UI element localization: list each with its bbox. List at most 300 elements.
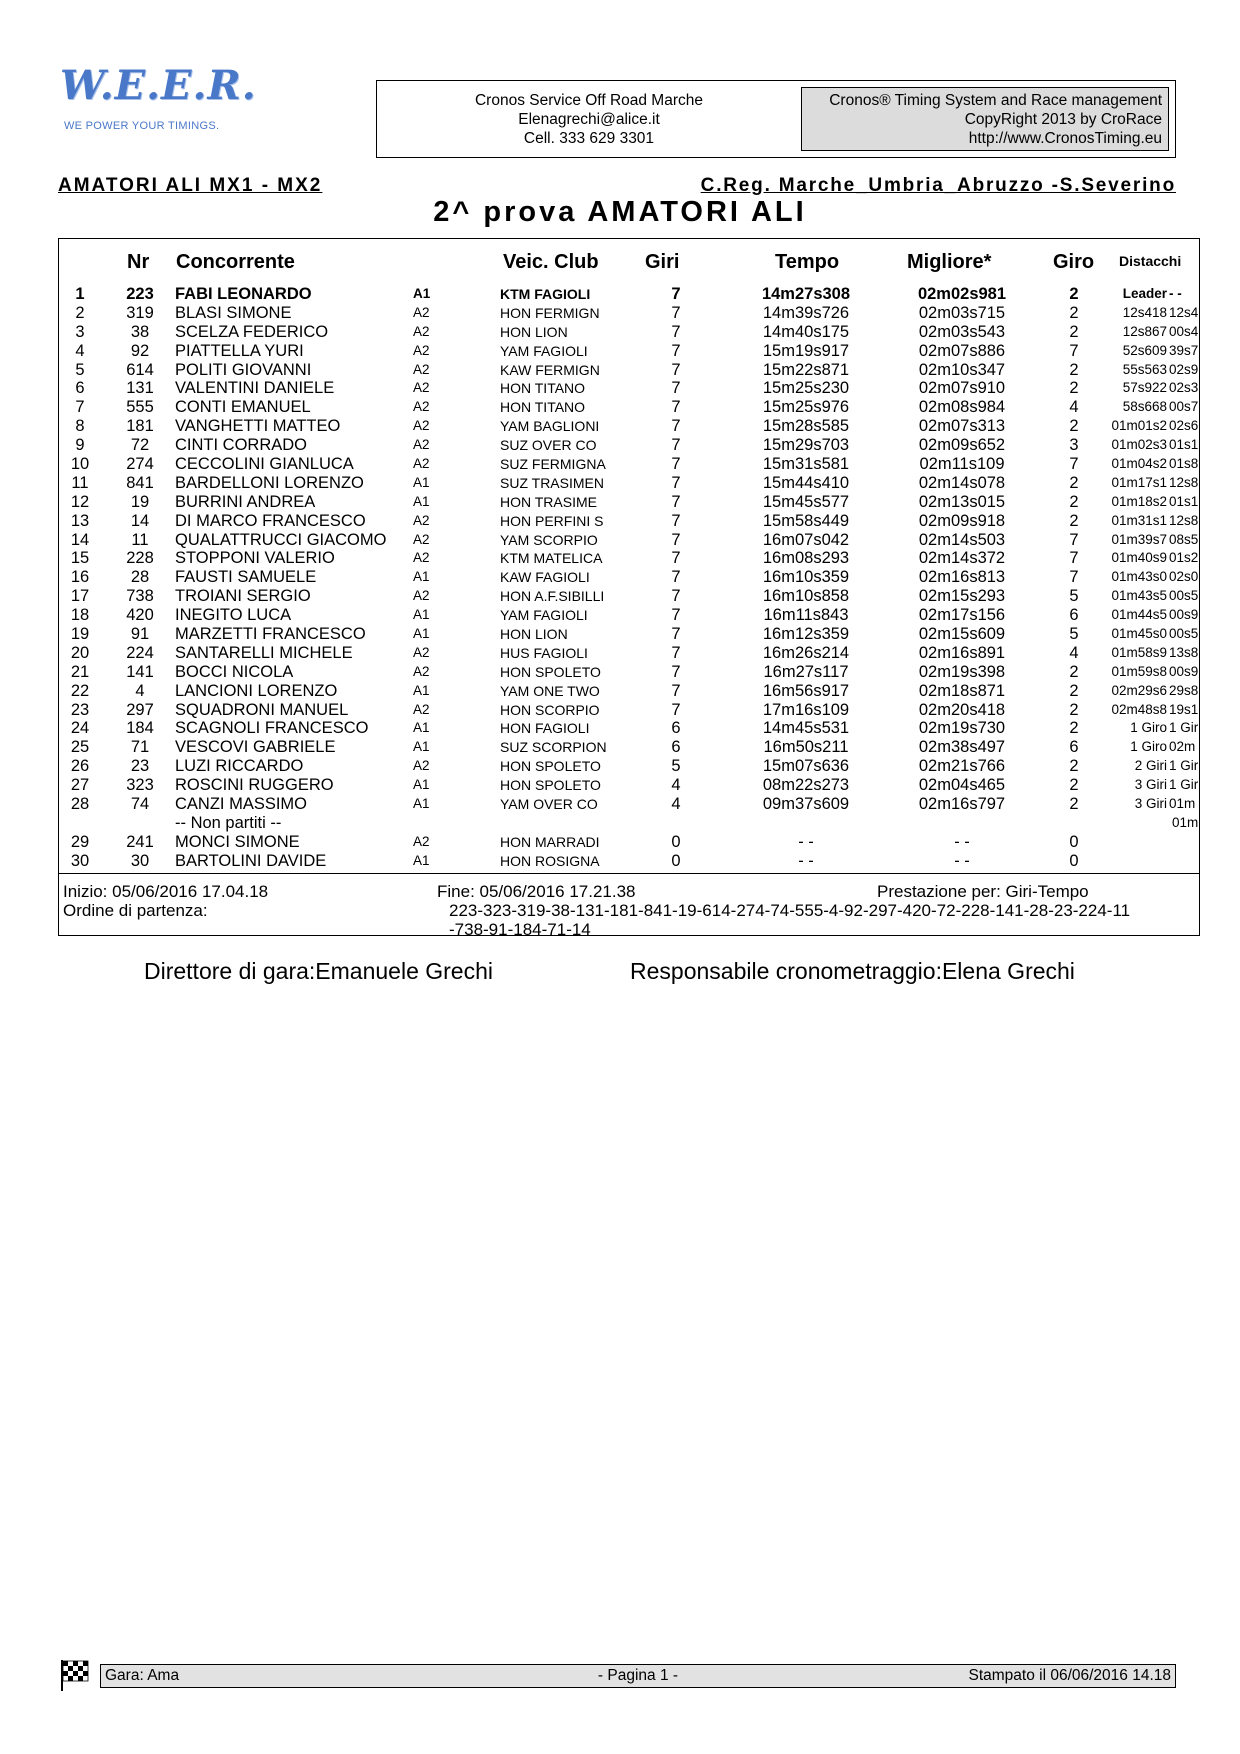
- cell-number: 38: [130, 322, 150, 341]
- cell-gap-previous: 02s9: [1169, 361, 1199, 377]
- cell-position: 12: [70, 492, 90, 511]
- cell-total-time: 14m40s175: [762, 322, 850, 341]
- cell-number: 23: [130, 757, 150, 776]
- cell-best-lap: 02m13s015: [918, 492, 1006, 511]
- cell-total-time: 16m26s214: [762, 643, 850, 662]
- cell-number: 91: [130, 625, 150, 644]
- cell-laps: 7: [671, 643, 681, 662]
- table-row: [59, 549, 1199, 568]
- cell-gap-previous: 13s8: [1169, 644, 1199, 660]
- cell-laps: 6: [671, 738, 681, 757]
- cell-gap-previous: 00s4: [1169, 323, 1199, 339]
- cell-class: A2: [413, 323, 430, 339]
- header-migliore: Migliore*: [907, 251, 992, 273]
- cell-best-lap: 02m07s886: [918, 341, 1006, 360]
- cell-class: A1: [413, 777, 430, 793]
- cell-gap-leader: 01m43s5: [1111, 588, 1167, 604]
- header-concorrente: Concorrente: [176, 251, 295, 273]
- cell-laps: 7: [671, 341, 681, 360]
- cell-club: KAW FAGIOLI: [500, 569, 590, 586]
- cell-gap-leader: 01m04s2: [1111, 456, 1167, 472]
- cell-rider-name: TROIANI SERGIO: [175, 587, 311, 606]
- cell-best-lap-number: 2: [1069, 681, 1079, 700]
- cell-best-lap: 02m14s078: [918, 473, 1006, 492]
- cell-rider-name: FAUSTI SAMUELE: [175, 568, 317, 587]
- cell-gap-previous: 01s8: [1169, 456, 1199, 472]
- cell-gap-leader: 52s609: [1122, 342, 1167, 358]
- cell-rider-name: SCELZA FEDERICO: [175, 322, 329, 341]
- cell-total-time: 16m10s359: [762, 568, 850, 587]
- cell-total-time: 14m27s308: [761, 285, 851, 303]
- cell-club: HON FERMIGN: [500, 304, 600, 321]
- header-veic-club: Veic. Club: [503, 251, 599, 273]
- checkered-flag-icon: [58, 1658, 90, 1692]
- table-row: [59, 852, 1199, 871]
- cell-club: KAW FERMIGN: [500, 361, 600, 378]
- cell-best-lap-number: 2: [1069, 473, 1079, 492]
- cell-class: A2: [413, 361, 430, 377]
- cell-rider-name: BLASI SIMONE: [175, 303, 292, 322]
- category-title: AMATORI ALI MX1 - MX2: [58, 175, 323, 196]
- start-order-label: Ordine di partenza:: [63, 901, 208, 920]
- cell-best-lap: 02m19s398: [918, 662, 1006, 681]
- cell-club: HON SCORPIO: [500, 701, 600, 718]
- cell-position: 18: [70, 606, 90, 625]
- table-row: [59, 701, 1199, 720]
- cell-gap-previous: 01s2: [1169, 550, 1199, 566]
- cell-class: A1: [413, 626, 430, 642]
- cell-best-lap: 02m14s372: [918, 549, 1006, 568]
- cell-rider-name: POLITI GIOVANNI: [175, 360, 312, 379]
- cell-class: A2: [413, 304, 430, 320]
- cell-best-lap-number: 7: [1069, 549, 1079, 568]
- cell-best-lap-number: 7: [1069, 341, 1079, 360]
- header-tempo: Tempo: [775, 251, 840, 273]
- cell-best-lap-number: 2: [1069, 303, 1079, 322]
- cell-laps: 7: [671, 379, 681, 398]
- table-row: [59, 587, 1199, 606]
- header-giro: Giro: [1053, 251, 1095, 273]
- cell-number: 555: [126, 398, 154, 417]
- organizer-phone: Cell. 333 629 3301: [523, 130, 655, 147]
- cell-club: KTM MATELICA: [500, 550, 603, 567]
- cell-class: A1: [413, 682, 430, 698]
- cell-gap-previous: 01s1: [1169, 437, 1199, 453]
- cell-total-time: 15m25s976: [762, 398, 850, 417]
- page-footer-bar: [100, 1664, 1176, 1688]
- cell-number: 297: [126, 700, 154, 719]
- timing-system-name: Cronos® Timing System and Race management: [829, 92, 1162, 109]
- cell-best-lap-number: 5: [1069, 587, 1079, 606]
- cell-total-time: 16m56s917: [762, 681, 850, 700]
- table-row: [59, 568, 1199, 587]
- cell-club: HUS FAGIOLI: [500, 644, 588, 661]
- organizer-name: Cronos Service Off Road Marche: [474, 92, 703, 109]
- cell-club: HON A.F.SIBILLI: [500, 588, 605, 605]
- cell-class: A2: [413, 342, 430, 358]
- cell-laps: 7: [671, 511, 681, 530]
- cell-best-lap: 02m16s813: [918, 568, 1006, 587]
- cell-total-time: 17m16s109: [762, 700, 850, 719]
- cell-gap-previous: 29s8: [1169, 682, 1199, 698]
- cell-best-lap: - -: [954, 832, 970, 851]
- table-row: [59, 757, 1199, 776]
- cell-gap-previous: 01m: [1172, 814, 1199, 830]
- cell-laps: 7: [671, 303, 681, 322]
- cell-best-lap-number: 2: [1069, 285, 1079, 303]
- cell-laps: 0: [671, 851, 681, 870]
- non-starters-separator: [59, 814, 1199, 833]
- cell-position: 30: [70, 851, 90, 870]
- cell-rider-name: MONCI SIMONE: [175, 832, 300, 851]
- cell-club: HON SPOLETO: [500, 758, 601, 775]
- cell-club: HON SPOLETO: [500, 663, 601, 680]
- cell-position: 4: [75, 341, 85, 360]
- cell-club: YAM FAGIOLI: [500, 607, 588, 624]
- cell-rider-name: PIATTELLA YURI: [175, 341, 304, 360]
- cell-rider-name: MARZETTI FRANCESCO: [175, 625, 366, 644]
- cell-gap-leader: Leader: [1122, 286, 1167, 301]
- cell-laps: 7: [671, 398, 681, 417]
- cell-number: 72: [130, 436, 150, 455]
- table-row: [59, 795, 1199, 814]
- cell-gap-previous: 00s9: [1169, 607, 1199, 623]
- cell-gap-previous: 1 Gir: [1169, 777, 1199, 793]
- table-row: [59, 398, 1199, 417]
- cell-laps: 7: [671, 587, 681, 606]
- cell-number: 223: [126, 285, 154, 303]
- cell-rider-name: LANCIONI LORENZO: [175, 681, 338, 700]
- cell-rider-name: CANZI MASSIMO: [175, 795, 308, 814]
- cell-position: 8: [75, 417, 85, 436]
- cell-total-time: 15m58s449: [762, 511, 850, 530]
- cell-number: 11: [131, 530, 149, 549]
- table-row: [59, 719, 1199, 738]
- cell-rider-name: ROSCINI RUGGERO: [175, 776, 334, 795]
- cell-position: 16: [70, 568, 90, 587]
- cell-best-lap: 02m07s910: [918, 379, 1006, 398]
- cell-gap-previous: 00s5: [1169, 588, 1199, 604]
- cell-gap-leader: 01m40s9: [1111, 550, 1167, 566]
- header-nr: Nr: [127, 251, 150, 273]
- cell-gap-previous: 39s7: [1169, 342, 1199, 358]
- cell-class: A1: [413, 474, 430, 490]
- cell-best-lap-number: 4: [1069, 398, 1079, 417]
- cell-number: 224: [126, 643, 154, 662]
- cell-total-time: 16m50s211: [763, 738, 849, 757]
- cell-total-time: 15m25s230: [762, 379, 850, 398]
- cell-laps: 7: [671, 568, 681, 587]
- timing-system-info: [801, 87, 1169, 151]
- cell-club: HON FAGIOLI: [500, 720, 590, 737]
- cell-rider-name: VALENTINI DANIELE: [175, 379, 335, 398]
- cell-number: 323: [126, 776, 154, 795]
- table-row: [59, 436, 1199, 455]
- cell-laps: 7: [671, 700, 681, 719]
- cell-gap-leader: 01m44s5: [1111, 607, 1167, 623]
- cell-gap-previous: - -: [1169, 286, 1182, 301]
- start-order-line2: -738-91-184-71-14: [449, 920, 591, 936]
- cell-gap-leader: 01m43s0: [1111, 569, 1167, 585]
- cell-gap-previous: 01m: [1169, 796, 1196, 812]
- table-row: [59, 455, 1199, 474]
- cell-laps: 7: [671, 455, 681, 474]
- page-number: - Pagina 1 -: [597, 1667, 679, 1684]
- cell-total-time: 14m39s726: [762, 303, 850, 322]
- organizer-header: [376, 80, 1176, 158]
- cell-total-time: 16m27s117: [763, 662, 849, 681]
- non-starters-label: -- Non partiti --: [175, 813, 282, 832]
- cell-gap-leader: 02m48s8: [1111, 701, 1167, 717]
- cell-gap-leader: 1 Giro: [1130, 720, 1167, 736]
- cell-best-lap-number: 2: [1069, 379, 1079, 398]
- race-code: Gara: Ama: [105, 1667, 180, 1684]
- cell-laps: 7: [671, 436, 681, 455]
- cell-position: 13: [70, 511, 90, 530]
- end-time: Fine: 05/06/2016 17.21.38: [437, 882, 636, 901]
- cell-class: A2: [413, 437, 430, 453]
- organizer-info: [377, 91, 801, 148]
- cell-laps: 0: [671, 832, 681, 851]
- cell-best-lap: 02m17s156: [918, 606, 1006, 625]
- organizer-email: Elenagrechi@alice.it: [518, 111, 660, 128]
- cell-best-lap: 02m07s313: [918, 417, 1006, 436]
- cell-gap-leader: 12s867: [1122, 323, 1167, 339]
- logo-tagline: WE POWER YOUR TIMINGS.: [64, 120, 220, 132]
- cell-laps: 5: [671, 757, 681, 776]
- cell-best-lap-number: 5: [1069, 625, 1079, 644]
- copyright: CopyRight 2013 by CroRace: [964, 111, 1162, 128]
- cell-club: SUZ TRASIMEN: [500, 474, 604, 491]
- cell-class: A2: [413, 644, 430, 660]
- cell-gap-leader: 3 Giri: [1134, 777, 1167, 793]
- table-row: [59, 474, 1199, 493]
- cell-best-lap: 02m08s984: [918, 398, 1006, 417]
- table-row: [59, 531, 1199, 550]
- cell-best-lap-number: 6: [1069, 738, 1079, 757]
- cell-laps: 6: [671, 719, 681, 738]
- cell-best-lap: 02m03s715: [918, 303, 1006, 322]
- cell-club: HON TRASIME: [500, 493, 597, 510]
- cell-club: HON LION: [500, 323, 568, 340]
- cell-club: SUZ SCORPION: [500, 739, 607, 756]
- cell-total-time: 16m12s359: [762, 625, 850, 644]
- cell-best-lap-number: 2: [1069, 360, 1079, 379]
- table-row: [59, 304, 1199, 323]
- cell-class: A2: [413, 456, 430, 472]
- cell-number: 241: [126, 832, 154, 851]
- race-info-footer: [59, 873, 1199, 936]
- cell-best-lap: 02m09s918: [918, 511, 1006, 530]
- cell-position: 3: [75, 322, 85, 341]
- cell-class: A1: [413, 569, 430, 585]
- cell-gap-leader: 01m58s9: [1111, 644, 1167, 660]
- cell-club: HON ROSIGNA: [500, 852, 600, 869]
- cell-number: 181: [126, 417, 154, 436]
- cell-total-time: 16m07s042: [762, 530, 850, 549]
- cell-laps: 7: [671, 662, 681, 681]
- cell-best-lap: - -: [954, 851, 970, 870]
- cell-gap-previous: 00s5: [1169, 626, 1199, 642]
- cell-gap-previous: 01s1: [1169, 493, 1199, 509]
- cell-rider-name: SQUADRONI MANUEL: [175, 700, 349, 719]
- cell-club: YAM OVER CO: [500, 796, 598, 813]
- cell-best-lap: 02m09s652: [918, 436, 1006, 455]
- championship-title: C.Reg. Marche_Umbria_Abruzzo -S.Severino: [700, 175, 1176, 196]
- cell-position: 7: [75, 398, 85, 417]
- cell-best-lap-number: 2: [1069, 492, 1079, 511]
- cell-gap-previous: 08s5: [1169, 531, 1199, 547]
- cell-gap-previous: 1 Gir: [1169, 758, 1199, 774]
- cell-class: A2: [413, 833, 430, 849]
- table-row: [59, 606, 1199, 625]
- cell-laps: 7: [671, 285, 681, 303]
- cell-gap-leader: 01m45s0: [1111, 626, 1167, 642]
- cell-position: 23: [70, 700, 90, 719]
- cell-class: A2: [413, 418, 430, 434]
- cell-best-lap: 02m15s609: [918, 625, 1006, 644]
- cell-laps: 4: [671, 795, 681, 814]
- cell-best-lap: 02m16s797: [918, 795, 1006, 814]
- cell-total-time: 15m22s871: [762, 360, 850, 379]
- cell-best-lap-number: 7: [1069, 455, 1079, 474]
- cell-class: A2: [413, 380, 430, 396]
- timing-manager: Responsabile cronometraggio:Elena Grechi: [630, 958, 1075, 984]
- cell-best-lap-number: 2: [1069, 662, 1079, 681]
- cell-number: 19: [130, 492, 150, 511]
- cell-best-lap-number: 0: [1069, 832, 1079, 851]
- cell-number: 92: [130, 341, 150, 360]
- cell-laps: 7: [671, 625, 681, 644]
- table-row: [59, 285, 1199, 304]
- table-row: [59, 342, 1199, 361]
- table-row: [59, 682, 1199, 701]
- cell-position: 10: [70, 455, 90, 474]
- cell-best-lap: 02m11s109: [919, 455, 1005, 474]
- cell-number: 141: [126, 662, 154, 681]
- cell-club: SUZ OVER CO: [500, 437, 597, 454]
- cell-laps: 7: [671, 492, 681, 511]
- cell-best-lap-number: 7: [1069, 530, 1079, 549]
- cell-gap-leader: 01m17s1: [1111, 474, 1167, 490]
- cell-number: 614: [126, 360, 154, 379]
- cell-total-time: 15m44s410: [762, 473, 850, 492]
- table-row: [59, 323, 1199, 342]
- cell-total-time: 14m45s531: [762, 719, 850, 738]
- cell-number: 131: [126, 379, 154, 398]
- cell-total-time: - -: [798, 832, 814, 851]
- cell-class: A1: [413, 286, 431, 301]
- cell-gap-leader: 55s563: [1122, 361, 1167, 377]
- cell-best-lap: 02m21s766: [918, 757, 1006, 776]
- cell-club: HON LION: [500, 626, 568, 643]
- cell-position: 5: [75, 360, 85, 379]
- cell-class: A1: [413, 720, 430, 736]
- logo-mark: W.E.E.R.: [60, 62, 257, 109]
- cell-gap-leader: 01m39s7: [1111, 531, 1167, 547]
- cell-rider-name: BARDELLONI LORENZO: [175, 473, 364, 492]
- cell-best-lap-number: 2: [1069, 322, 1079, 341]
- cell-best-lap: 02m03s543: [918, 322, 1006, 341]
- results-rows: [59, 285, 1199, 871]
- cell-laps: 7: [671, 360, 681, 379]
- cell-gap-leader: 01m01s2: [1111, 418, 1167, 434]
- cell-number: 420: [126, 606, 154, 625]
- cell-best-lap-number: 3: [1069, 436, 1079, 455]
- cell-position: 29: [70, 832, 90, 851]
- cell-laps: 7: [671, 322, 681, 341]
- cell-position: 25: [70, 738, 90, 757]
- cell-rider-name: CONTI EMANUEL: [175, 398, 311, 417]
- cell-rider-name: INEGITO LUCA: [175, 606, 292, 625]
- cell-club: HON SPOLETO: [500, 777, 601, 794]
- cell-total-time: 16m11s843: [763, 606, 849, 625]
- cell-best-lap: 02m04s465: [918, 776, 1006, 795]
- cell-best-lap-number: 2: [1069, 417, 1079, 436]
- cell-class: A1: [413, 607, 430, 623]
- cell-best-lap: 02m19s730: [918, 719, 1006, 738]
- cell-laps: 7: [671, 681, 681, 700]
- cell-total-time: - -: [798, 851, 814, 870]
- cell-class: A2: [413, 399, 430, 415]
- cell-gap-leader: 01m59s8: [1111, 663, 1167, 679]
- cell-club: SUZ FERMIGNA: [500, 456, 606, 473]
- cell-best-lap-number: 0: [1069, 851, 1079, 870]
- race-director: Direttore di gara:Emanuele Grechi: [144, 958, 493, 984]
- cell-gap-leader: 01m18s2: [1111, 493, 1167, 509]
- cell-club: HON TITANO: [500, 399, 586, 416]
- cell-gap-previous: 19s1: [1169, 701, 1199, 717]
- table-row: [59, 512, 1199, 531]
- header-distacchi: Distacchi: [1119, 253, 1182, 269]
- cell-gap-previous: 02m: [1169, 739, 1196, 755]
- cell-total-time: 15m07s636: [762, 757, 850, 776]
- cell-position: 14: [70, 530, 90, 549]
- cell-position: 11: [71, 473, 89, 492]
- weer-logo: [60, 62, 257, 140]
- cell-laps: 7: [671, 417, 681, 436]
- cell-laps: 7: [671, 530, 681, 549]
- cell-total-time: 15m45s577: [762, 492, 850, 511]
- cell-class: A1: [413, 852, 430, 868]
- cell-rider-name: CINTI CORRADO: [175, 436, 307, 455]
- cell-total-time: 16m10s858: [762, 587, 850, 606]
- cell-class: A1: [413, 796, 430, 812]
- cell-best-lap-number: 2: [1069, 776, 1079, 795]
- cell-rider-name: BURRINI ANDREA: [175, 492, 316, 511]
- cell-rider-name: BOCCI NICOLA: [175, 662, 294, 681]
- table-header: [59, 251, 1199, 277]
- cell-rider-name: VANGHETTI MATTEO: [175, 417, 341, 436]
- cell-gap-leader: 2 Giri: [1134, 758, 1167, 774]
- cell-class: A2: [413, 663, 430, 679]
- cell-rider-name: QUALATTRUCCI GIACOMO: [175, 530, 387, 549]
- cell-number: 30: [130, 851, 150, 870]
- table-row: [59, 663, 1199, 682]
- cell-position: 9: [75, 436, 85, 455]
- table-row: [59, 776, 1199, 795]
- cell-number: 319: [126, 303, 154, 322]
- cell-club: YAM ONE TWO: [500, 682, 600, 699]
- cell-total-time: 08m22s273: [762, 776, 850, 795]
- cell-best-lap: 02m15s293: [918, 587, 1006, 606]
- cell-gap-leader: 57s922: [1122, 380, 1167, 396]
- cell-class: A2: [413, 758, 430, 774]
- cell-total-time: 15m28s585: [762, 417, 850, 436]
- cell-club: YAM FAGIOLI: [500, 342, 588, 359]
- timing-url: http://www.CronosTiming.eu: [968, 130, 1162, 147]
- cell-gap-previous: 00s7: [1169, 399, 1199, 415]
